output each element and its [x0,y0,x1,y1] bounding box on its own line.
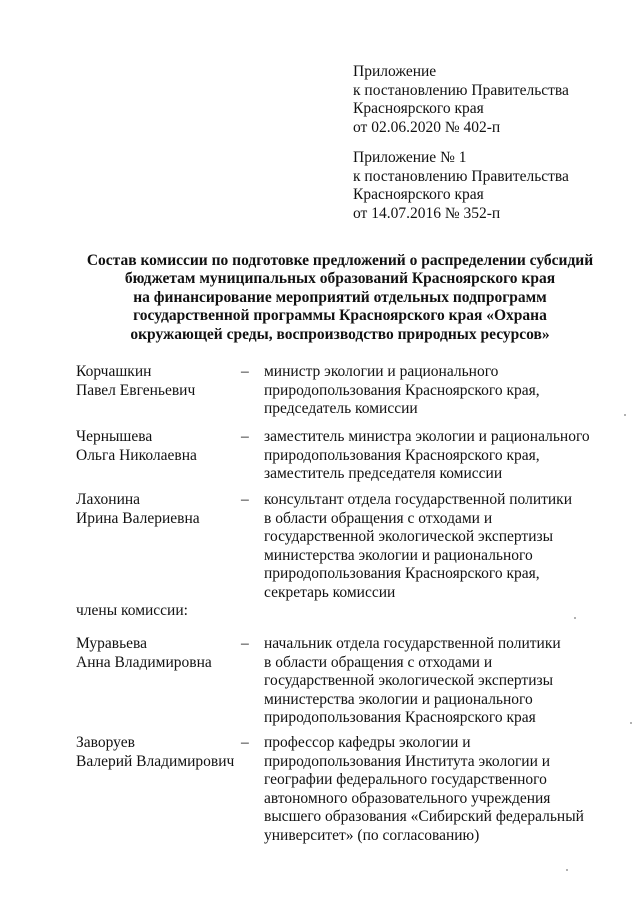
member-name [76,734,246,771]
dash-separator: – [241,363,249,380]
role-line: председатель комиссии [264,400,418,417]
member-surname: Заворуев [76,734,135,751]
dash-separator: – [241,635,249,652]
scan-speck [624,414,626,416]
members-section-label: члены комиссии: [76,602,188,619]
dash-separator: – [241,734,249,751]
member-surname: Чернышева [76,428,153,445]
member-surname: Лахонина [76,491,141,508]
appendix-line: Красноярского края [353,186,484,203]
role-line: высшего образования «Сибирский федеральный [264,808,584,825]
scan-speck [630,722,632,724]
role-line: консультант отдела государственной политики [264,491,573,508]
appendix-line: от 02.06.2020 № 402-п [353,118,501,136]
member-role [264,363,604,419]
role-line: автономного образовательного учреждения [264,789,551,807]
dash-separator: – [241,428,249,445]
role-line: министр экологии и рационального [264,363,499,380]
appendix-line: от 14.07.2016 № 352-п [353,204,501,222]
member-role [264,491,604,602]
role-line: природопользования Красноярского края, [264,446,540,464]
role-line: государственной экологической экспертизы [264,672,554,689]
member-given-names: Анна Владимировна [76,653,212,671]
appendix-line: Приложение [353,63,437,80]
member-name [76,428,246,465]
role-line: заместитель председателя комиссии [264,465,503,482]
document-title [60,252,620,344]
member-surname: Муравьева [76,635,148,652]
role-line: в области обращения с отходами и [264,509,493,527]
role-line: начальник отдела государственной политики [264,635,561,652]
appendix-line: Приложение № 1 [353,149,467,166]
member-given-names: Ирина Валериевна [76,509,200,527]
title-line: Состав комиссии по подготовке предложений о распределении субсидий [86,252,594,269]
role-line: государственной экологической экспертизы [264,528,554,545]
role-line: природопользования Красноярского края, [264,381,540,399]
member-name [76,635,246,672]
scan-speck [566,869,568,871]
member-given-names: Валерий Владимирович [76,752,235,770]
member-name [76,363,246,400]
member-surname: Корчашкин [76,363,152,380]
scan-speck [574,617,576,619]
role-line: заместитель министра экологии и рационального [264,428,590,445]
appendix-block-original [353,149,569,223]
title-line: государственной программы Красноярского края «Охрана [133,307,547,325]
role-line: министерства экологии и рационального [264,546,533,564]
role-line: профессор кафедры экологии и [264,734,471,751]
title-line: бюджетам муниципальных образований Красноярского края [124,270,556,288]
appendix-line: к постановлению Правительства [353,81,569,99]
role-line: природопользования Института экологии и [264,752,551,770]
role-line: географии федерального государственного [264,771,547,788]
role-line: природопользования Красноярского края [264,709,536,726]
role-line: университет» (по согласованию) [264,826,480,844]
role-line: в области обращения с отходами и [264,653,493,671]
title-line: окружающей среды, воспроизводство природных ресурсов» [130,325,550,343]
appendix-line: Красноярского края [353,100,484,117]
member-role [264,635,604,728]
member-given-names: Ольга Николаевна [76,446,197,464]
member-given-names: Павел Евгеньевич [76,381,196,399]
appendix-block-current [353,63,569,137]
member-role [264,428,604,484]
appendix-line: к постановлению Правительства [353,167,569,185]
role-line: секретарь комиссии [264,583,396,601]
title-line: на финансирование мероприятий отдельных подпрограмм [133,288,547,306]
role-line: министерства экологии и рационального [264,690,533,708]
member-role [264,734,604,845]
dash-separator: – [241,491,249,508]
role-line: природопользования Красноярского края, [264,565,540,582]
member-name [76,491,246,528]
